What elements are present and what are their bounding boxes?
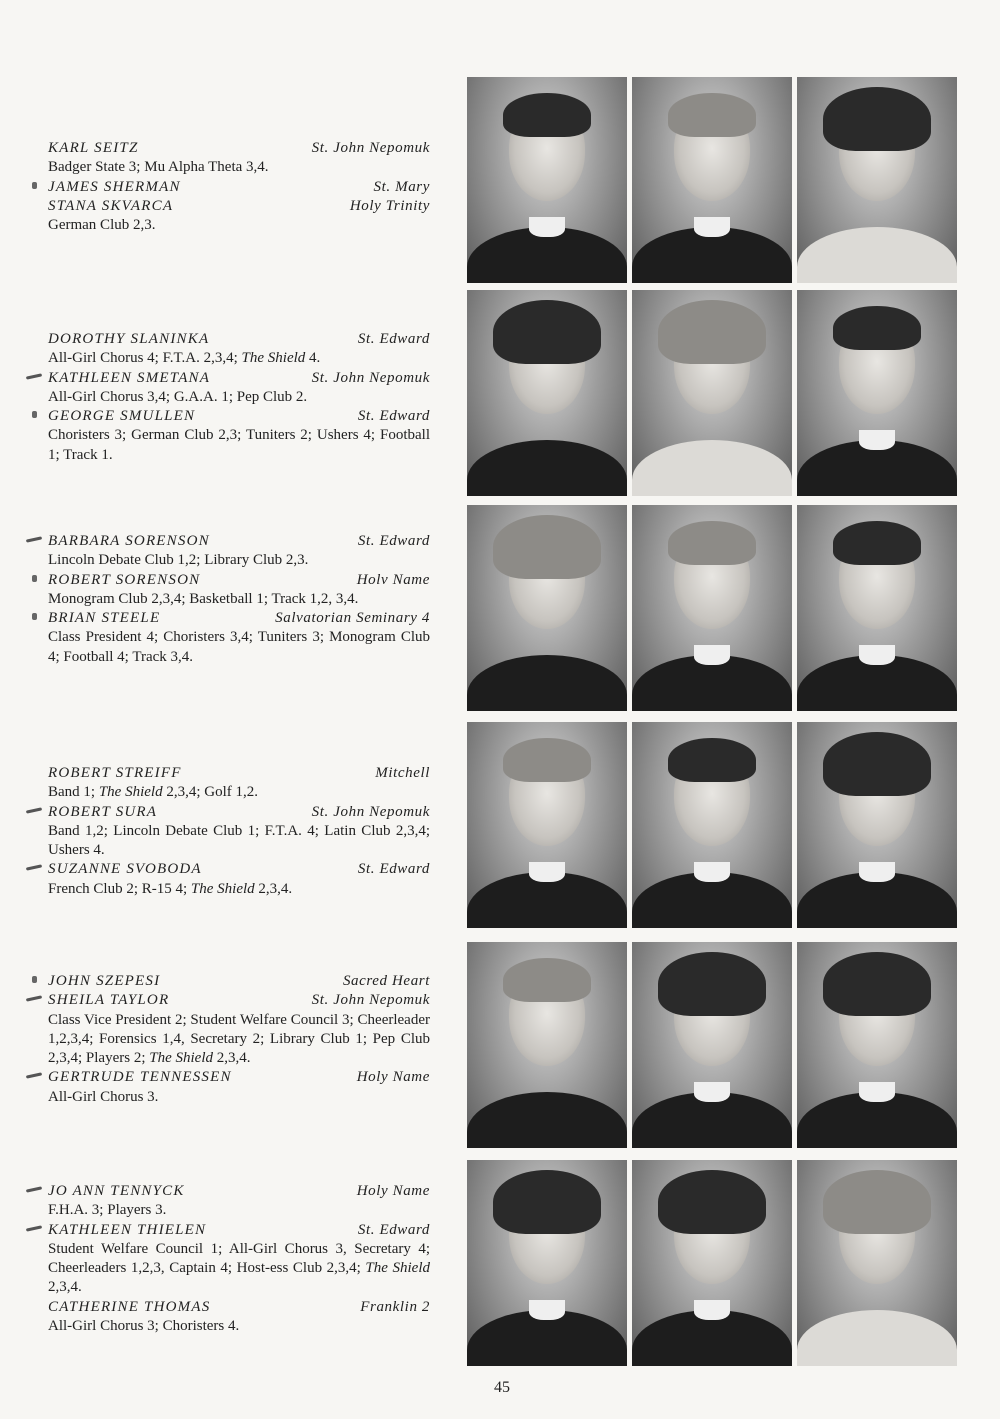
student-name: KATHLEEN THIELEN: [48, 1221, 207, 1238]
pencil-mark-icon: [32, 411, 37, 418]
activities: All-Girl Chorus 3.: [48, 1088, 159, 1105]
student-photo: [467, 1160, 627, 1366]
student-photo: [797, 290, 957, 496]
activities: Badger State 3; Mu Alpha Theta 3,4.: [48, 159, 269, 176]
student-photo: [467, 505, 627, 711]
student-photo: [797, 942, 957, 1148]
pencil-mark-icon: [26, 996, 42, 1002]
activities: German Club 2,3.: [48, 217, 156, 234]
entry-header: [48, 860, 430, 879]
student-name: GERTRUDE TENNESSEN: [48, 1069, 232, 1086]
pencil-mark-icon: [32, 976, 37, 983]
pencil-mark-icon: [26, 865, 42, 871]
entry-header: [48, 571, 430, 590]
student-name: JO ANN TENNYCK: [48, 1183, 185, 1199]
student-name: DOROTHY SLANINKA: [48, 331, 210, 347]
entry-header: [48, 609, 430, 628]
school-name: Franklin 2: [360, 1298, 430, 1315]
school-name: St. John Nepomuk: [311, 992, 430, 1009]
school-name: Holy Name: [356, 1069, 430, 1086]
student-name: CATHERINE THOMAS: [48, 1298, 211, 1315]
school-name: St. John Nepomuk: [311, 140, 430, 156]
student-photo: [797, 1160, 957, 1366]
entry-header: [48, 1068, 430, 1087]
entry-header: [48, 803, 430, 822]
entry-group-5: [48, 972, 430, 1107]
activities: Class Vice President 2; Student Welfare Council 3; Cheerleader 1,2,3,4; Forensics 1,4, Secretary 2; Library Club 1; Pep Club 2,3,4; Players 2; The Shield 2,3,4.: [48, 1011, 430, 1067]
school-name: St. Edward: [357, 408, 430, 425]
pencil-mark-icon: [26, 1073, 42, 1079]
entry-header: [48, 532, 430, 551]
student-name: JOHN SZEPESI: [48, 973, 161, 989]
activities: Monogram Club 2,3,4; Basketball 1; Track 1,2, 3,4.: [48, 590, 359, 607]
school-name: Holv Name: [356, 571, 430, 588]
school-name: St. Edward: [357, 1221, 430, 1238]
student-name: BARBARA SORENSON: [48, 533, 210, 549]
pencil-mark-icon: [26, 1186, 42, 1192]
entry-group-2: [48, 330, 430, 465]
student-photo: [797, 505, 957, 711]
entry-header: [48, 139, 430, 158]
school-name: St. Edward: [357, 331, 430, 347]
pencil-mark-icon: [26, 536, 42, 542]
student-name: JAMES SHERMAN: [48, 178, 181, 195]
student-photo: [797, 722, 957, 928]
pencil-mark-icon: [32, 613, 37, 620]
pencil-mark-icon: [26, 1225, 42, 1231]
entry-group-4: [48, 764, 430, 899]
activities: All-Girl Chorus 3; Choristers 4.: [48, 1318, 240, 1335]
entry-header: [48, 330, 430, 349]
student-name: GEORGE SMULLEN: [48, 408, 196, 425]
activities: Band 1; The Shield 2,3,4; Golf 1,2.: [48, 784, 259, 801]
school-name: St. Edward: [357, 861, 430, 878]
student-photo: [632, 722, 792, 928]
school-name: Holy Name: [356, 1183, 430, 1199]
activities: Band 1,2; Lincoln Debate Club 1; F.T.A. 4; Latin Club 2,3,4; Ushers 4.: [48, 822, 430, 859]
activities: All-Girl Chorus 3,4; G.A.A. 1; Pep Club 2.: [48, 388, 308, 405]
entry-group-6: [48, 1182, 430, 1336]
activities: Student Welfare Council 1; All-Girl Chorus 3, Secretary 4; Cheerleaders 1,2,3, Captain 4; Host-ess Club 2,3,4; The Shield 2,3,4.: [48, 1240, 430, 1296]
entry-header: [48, 1182, 430, 1201]
entry-group-3: [48, 532, 430, 667]
school-name: Salvatorian Seminary 4: [275, 610, 430, 627]
student-photo: [467, 722, 627, 928]
school-name: Sacred Heart: [342, 973, 430, 989]
entry-header: [48, 369, 430, 388]
student-photo: [632, 1160, 792, 1366]
entry-header: [48, 178, 430, 197]
entry-header: [48, 972, 430, 991]
entry-header: [48, 991, 430, 1010]
student-photo: [632, 77, 792, 283]
entry-header: [48, 407, 430, 426]
pencil-mark-icon: [26, 373, 42, 379]
activities: F.H.A. 3; Players 3.: [48, 1202, 167, 1219]
entry-header: [48, 1221, 430, 1240]
pencil-mark-icon: [32, 182, 37, 189]
page-number: 45: [494, 1379, 510, 1396]
entry-header: [48, 764, 430, 783]
activities: Class President 4; Choristers 3,4; Tuniters 3; Monogram Club 4; Football 4; Track 3,4.: [48, 629, 430, 665]
student-photo: [632, 290, 792, 496]
student-name: KARL SEITZ: [48, 140, 139, 156]
student-photo: [467, 290, 627, 496]
activities: Lincoln Debate Club 1,2; Library Club 2,3.: [48, 552, 309, 569]
student-photo: [632, 942, 792, 1148]
student-photo: [467, 77, 627, 283]
student-name: KATHLEEN SMETANA: [48, 369, 211, 386]
entry-group-1: [48, 139, 430, 235]
student-name: BRIAN STEELE: [48, 610, 161, 627]
student-photo: [467, 942, 627, 1148]
student-name: ROBERT SURA: [48, 803, 158, 820]
pencil-mark-icon: [32, 575, 37, 582]
activities: French Club 2; R-15 4; The Shield 2,3,4.: [48, 880, 293, 897]
student-name: ROBERT STREIFF: [48, 765, 182, 781]
entry-header: [48, 1298, 430, 1317]
student-name: SHEILA TAYLOR: [48, 992, 170, 1009]
student-photo: [797, 77, 957, 283]
school-name: St. John Nepomuk: [311, 369, 430, 386]
pencil-mark-icon: [26, 807, 42, 813]
student-name: ROBERT SORENSON: [48, 571, 201, 588]
student-name: STANA SKVARCA: [48, 197, 174, 214]
school-name: St. John Nepomuk: [311, 803, 430, 820]
student-photo: [632, 505, 792, 711]
entry-header: [48, 197, 430, 216]
activities: All-Girl Chorus 4; F.T.A. 2,3,4; The Shield 4.: [48, 350, 321, 367]
activities: Choristers 3; German Club 2,3; Tuniters 2; Ushers 4; Football 1; Track 1.: [48, 427, 430, 463]
student-name: SUZANNE SVOBODA: [48, 861, 202, 878]
school-name: St. Edward: [357, 533, 430, 549]
school-name: Holy Trinity: [349, 197, 430, 214]
school-name: Mitchell: [375, 765, 430, 781]
school-name: St. Mary: [373, 178, 430, 195]
